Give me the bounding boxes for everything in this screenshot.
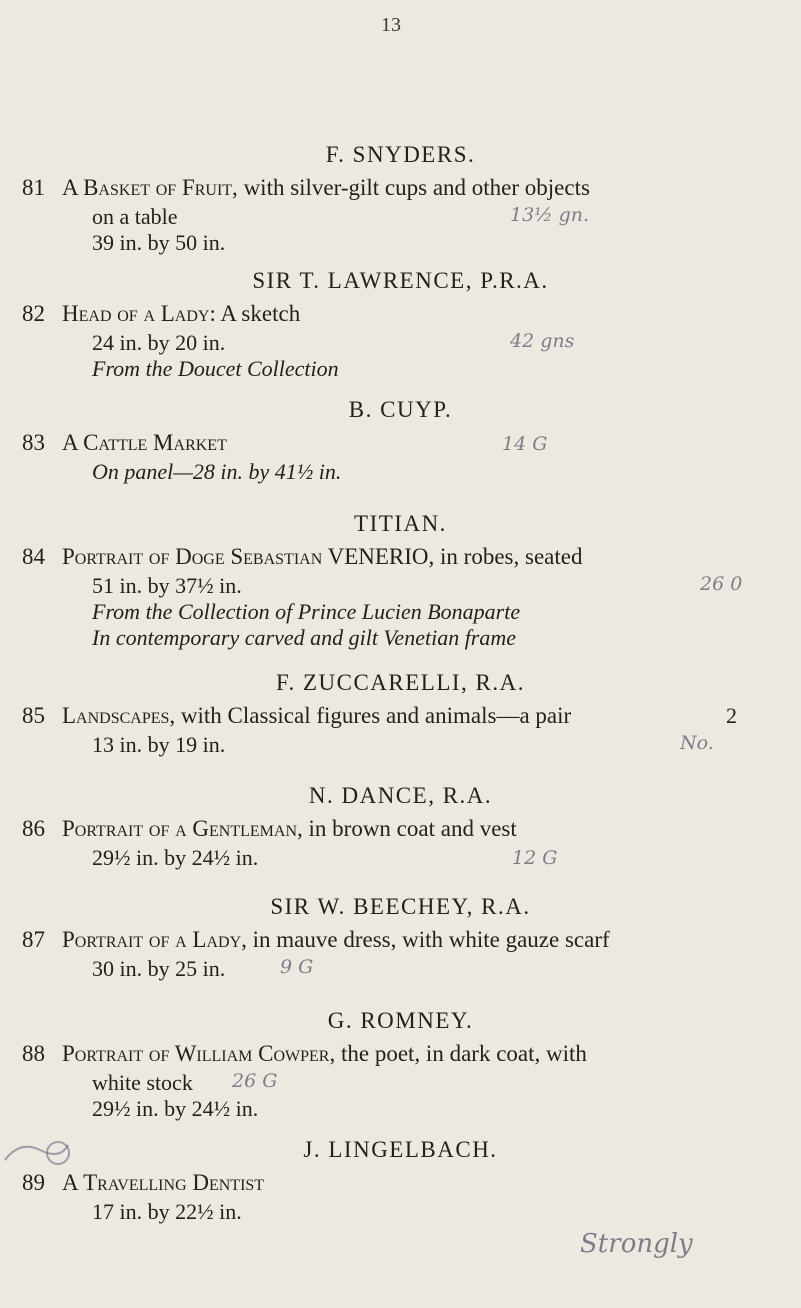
lot-number: 84	[22, 544, 45, 569]
lot-dimensions: 29½ in. by 24½ in.	[92, 845, 259, 870]
page-number: 13	[381, 14, 401, 36]
lot-number: 83	[22, 430, 45, 455]
lot-number: 82	[22, 301, 45, 326]
artist-name: SIR T. LAWRENCE, P.R.A.	[252, 268, 549, 293]
artist-name: B. CUYP.	[348, 397, 453, 422]
lot-dimensions: 39 in. by 50 in.	[92, 230, 226, 255]
lot-title: A Cattle Market	[62, 430, 227, 455]
handwritten-note: 9 G	[280, 956, 314, 978]
lot-title: Head of a Lady: A sketch	[62, 301, 301, 326]
artist-name: G. ROMNEY.	[327, 1008, 474, 1033]
lot-title: Landscapes, with Classical figures and animals—a pair	[62, 703, 572, 728]
lot-title: Portrait of a Gentleman, in brown coat and vest	[62, 816, 517, 841]
handwritten-note: 13½ gn.	[510, 204, 590, 226]
lot-dimensions: 29½ in. by 24½ in.	[92, 1096, 259, 1121]
lot-number: 88	[22, 1041, 45, 1066]
lot-title: Portrait of William Cowper, the poet, in dark coat, with	[62, 1041, 587, 1066]
lot-detail: on a table	[92, 204, 178, 229]
lot-number: 81	[22, 175, 45, 200]
lot-provenance: From the Collection of Prince Lucien Bonaparte	[92, 599, 521, 624]
handwritten-note: 14 G	[502, 433, 548, 455]
artist-name: F. ZUCCARELLI, R.A.	[276, 670, 525, 695]
lot-quantity: 2	[726, 703, 737, 728]
lot-number: 89	[22, 1170, 45, 1195]
margin-annotation-icon	[0, 1115, 70, 1185]
lot-provenance: From the Doucet Collection	[92, 356, 339, 381]
artist-name: TITIAN.	[354, 511, 447, 536]
handwritten-note: No.	[680, 732, 714, 754]
lot-dimensions: 30 in. by 25 in.	[92, 956, 226, 981]
lot-number: 85	[22, 703, 45, 728]
lot-number: 86	[22, 816, 45, 841]
handwritten-note: 12 G	[512, 847, 558, 869]
lot-dimensions: 13 in. by 19 in.	[92, 732, 226, 757]
artist-name: SIR W. BEECHEY, R.A.	[270, 894, 531, 919]
handwritten-note: 26 0	[700, 573, 743, 595]
lot-title: Portrait of a Lady, in mauve dress, with white gauze scarf	[62, 927, 610, 952]
lot-title: A Basket of Fruit, with silver-gilt cups and other objects	[62, 175, 590, 200]
lot-dimensions: 17 in. by 22½ in.	[92, 1199, 242, 1224]
lot-number: 87	[22, 927, 45, 952]
artist-name: J. LINGELBACH.	[303, 1137, 498, 1162]
lot-frame: In contemporary carved and gilt Venetian frame	[92, 625, 517, 650]
lot-dimensions: 51 in. by 37½ in.	[92, 573, 242, 598]
lot-dimensions: 24 in. by 20 in.	[92, 330, 226, 355]
artist-name: F. SNYDERS.	[325, 142, 476, 167]
lot-dimensions: On panel—28 in. by 41½ in.	[92, 459, 342, 484]
lot-title: A Travelling Dentist	[62, 1170, 265, 1195]
handwritten-note: 26 G	[232, 1070, 278, 1092]
lot-title: Portrait of Doge Sebastian VENERIO, in robes, seated	[62, 544, 583, 569]
handwritten-note: Strongly	[580, 1229, 693, 1259]
artist-name: N. DANCE, R.A.	[308, 783, 493, 808]
handwritten-note: 42 gns	[510, 330, 575, 352]
lot-detail: white stock	[92, 1070, 193, 1095]
